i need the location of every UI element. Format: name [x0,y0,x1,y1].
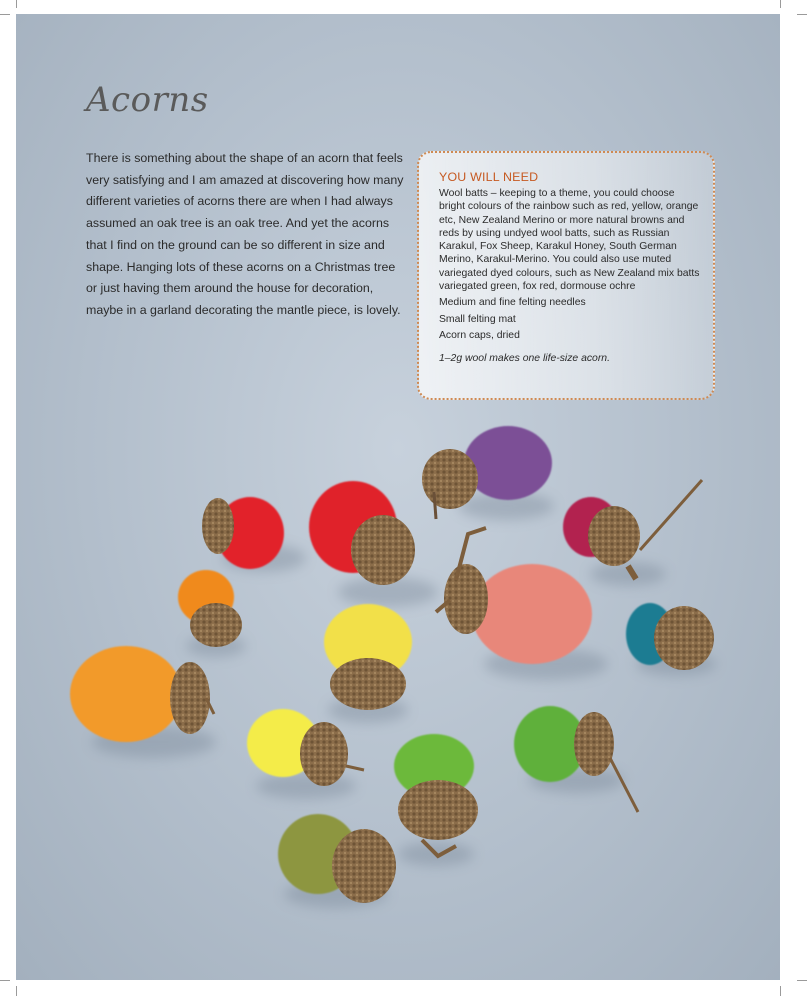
materials-item: Small felting mat [439,313,516,325]
intro-paragraph: There is something about the shape of an acorn that feels very satisfying and I am amazed at discovering how many different varieties of acorns there are when I had always assumed an oak tree is an oak tree. And yet the acorns that I find on the ground can be so different in size and shape. Hanging lots of these acorns on a Christmas tree or just having them around the house for decoration, maybe in a garland decorating the mantle piece, is lovely. [86,151,404,317]
materials-heading: YOU WILL NEED [439,170,539,184]
acorn-orange-small [178,570,242,647]
acorn-pink-large [436,528,592,664]
acorn-green-center [394,734,478,856]
materials-box [417,151,715,400]
acorn-red-large [309,481,415,585]
acorn-orange-large [70,646,214,742]
materials-item: Medium and fine felting needles [439,297,586,309]
materials-item: Acorn caps, dried [439,329,520,341]
acorn-yellow-large [324,604,412,710]
materials-item: Wool batts – keeping to a theme, you could choose bright colours of the rainbow such as red, yellow, orange etc, New Zealand Merino or more natural browns and reds by using undyed wool batts, such as Russian Karakul, Fox Sheep, Karakul Honey, South German Merino, Karakul-Merino. You could also use muted variegated dyed colours, such as New Zealand mix batts variegated green, fox red, dormouse ochre [439,188,700,293]
materials-note: 1–2g wool makes one life-size acorn. [439,353,610,365]
acorn-red-small [202,497,284,569]
page [16,14,780,980]
acorn-teal [626,603,714,670]
acorn-green-right [514,706,638,812]
page-title: Acorns [86,80,209,120]
